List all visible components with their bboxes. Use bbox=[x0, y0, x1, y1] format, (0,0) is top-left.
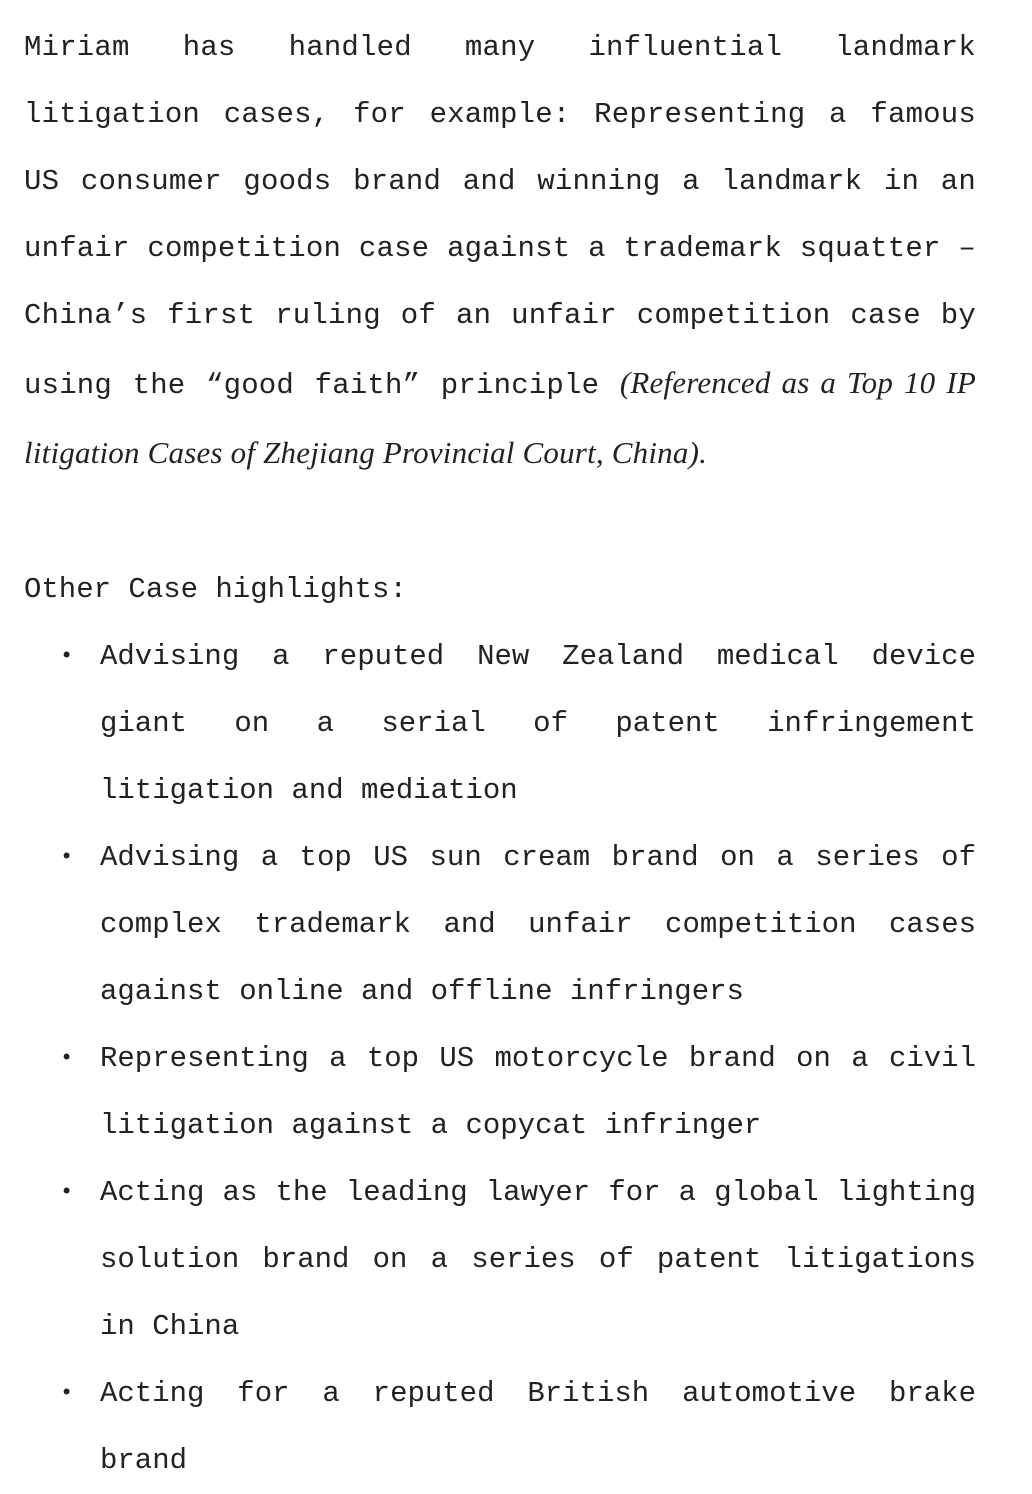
list-item-text: Representing a top US motorcycle brand on a civil litigation against a copycat infringer bbox=[100, 1042, 976, 1142]
list-item bbox=[24, 1159, 976, 1360]
bullet-icon: • bbox=[60, 845, 74, 870]
bullet-icon: • bbox=[60, 1381, 74, 1406]
list-item bbox=[24, 824, 976, 1025]
bullet-icon: • bbox=[60, 1180, 74, 1205]
document-page bbox=[24, 14, 976, 1494]
list-item bbox=[24, 623, 976, 824]
list-item-text: Acting as the leading lawyer for a global lighting solution brand on a series of patent litigations in China bbox=[100, 1176, 976, 1343]
list-item-text: Advising a reputed New Zealand medical device giant on a serial of patent infringement litigation and mediation bbox=[100, 640, 976, 807]
highlights-heading: Other Case highlights: bbox=[24, 573, 407, 606]
intro-paragraph bbox=[24, 14, 976, 489]
list-item-text: Advising a top US sun cream brand on a series of complex trademark and unfair competition cases against online and offline infringers bbox=[100, 841, 976, 1008]
list-item bbox=[24, 1360, 976, 1494]
bullet-icon: • bbox=[60, 644, 74, 669]
intro-text: Miriam has handled many influential landmark litigation cases, for example: Representing a famous US consumer goods brand and winning a landmark in an unfair competition case against a trademark squatter – China’s first ruling of an unfair competition case by using the “good faith” principle bbox=[24, 31, 976, 402]
paragraph-spacer bbox=[24, 489, 976, 556]
bullet-icon: • bbox=[60, 1046, 74, 1071]
list-item-text: Acting for a reputed British automotive brake brand bbox=[100, 1377, 976, 1477]
intro-reference: (Referenced as a Top 10 IP litigation Cases of Zhejiang Provincial Court, China). bbox=[24, 365, 976, 470]
list-item bbox=[24, 1025, 976, 1159]
highlights-list bbox=[24, 623, 976, 1494]
